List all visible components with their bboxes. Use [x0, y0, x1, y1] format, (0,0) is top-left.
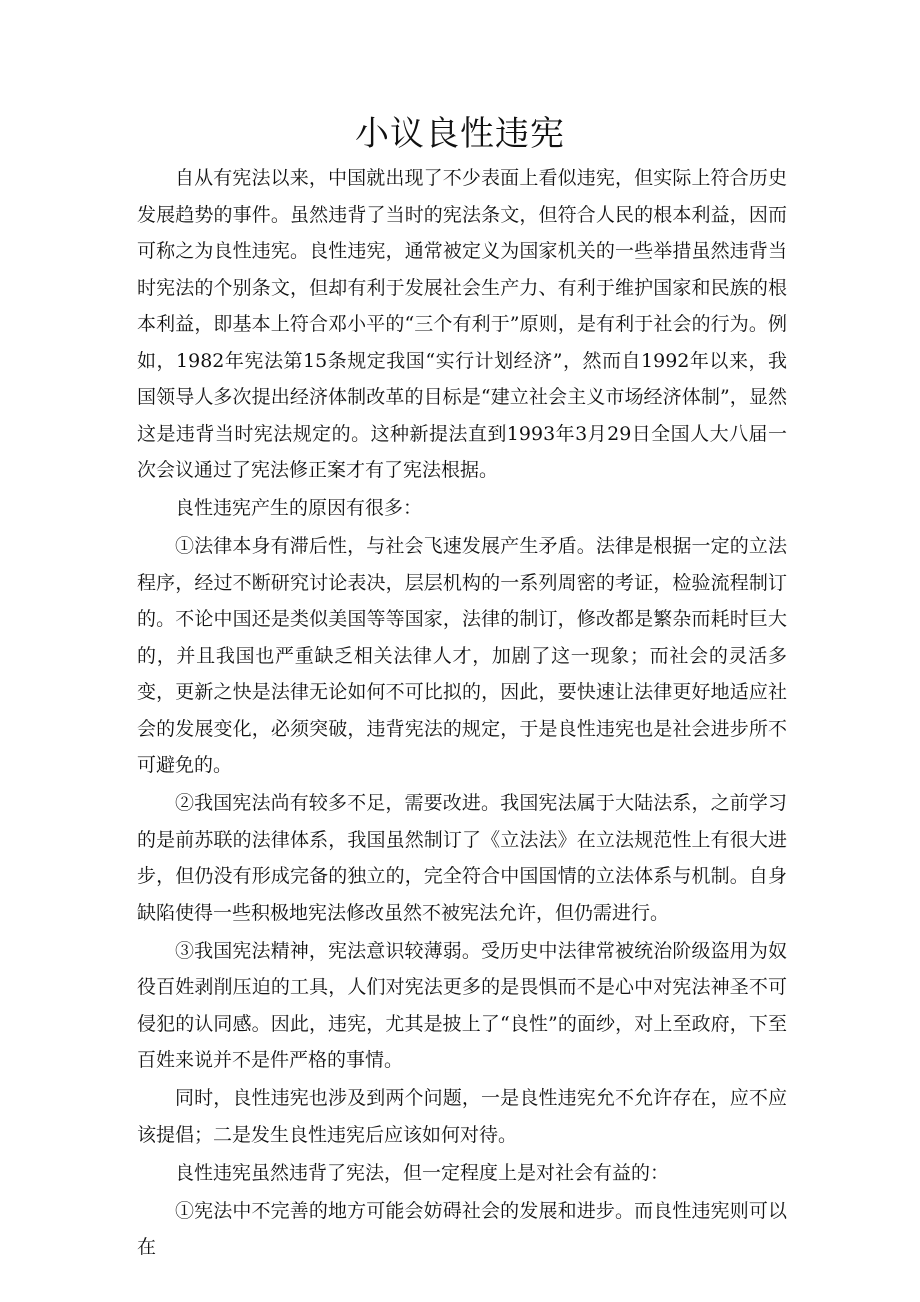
paragraph-intro: 自从有宪法以来，中国就出现了不少表面上看似违宪，但实际上符合历史发展趋势的事件。虽然违背了当时的宪法条文，但符合人民的根本利益，因而可称之为良性违宪。良性违宪，通常被定义为国家机关的一些举措虽然违背当时宪法的个别条文，但却有利于发展社会生产力、有利于维护国家和民族的根本利益，即基本上符合邓小平的“三个有利于”原则，是有利于社会的行为。例如，1982年宪法第15条规定我国“实行计划经济”，然而自1992年以来，我国领导人多次提出经济体制改革的目标是“建立社会主义市场经济体制”，显然这是违背当时宪法规定的。这种新提法直到1993年3月29日全国人大八届一次会议通过了宪法修正案才有了宪法根据。 [137, 167, 787, 481]
paragraph-cause-2: ②我国宪法尚有较多不足，需要改进。我国宪法属于大陆法系，之前学习的是前苏联的法律体系，我国虽然制订了《立法法》在立法规范性上有很大进步，但仍没有形成完备的独立的，完全符合中国国情的立法体系与机制。自身缺陷使得一些积极地宪法修改虽然不被宪法允许，但仍需进行。 [137, 792, 787, 924]
paragraph-cause-1: ①法律本身有滞后性，与社会飞速发展产生矛盾。法律是根据一定的立法程序，经过不断研究讨论表决，层层机构的一系列周密的考证，检验流程制订的。不论中国还是类似美国等等国家，法律的制订，修改都是繁杂而耗时巨大的，并且我国也严重缺乏相关法律人才，加剧了这一现象；而社会的灵活多变，更新之快是法律无论如何不可比拟的，因此，要快速让法律更好地适应社会的发展变化，必须突破，违背宪法的规定，于是良性违宪也是社会进步所不可避免的。 [137, 535, 787, 776]
document-title: 小议良性违宪 [355, 114, 565, 154]
paragraph-benefit-1: ①宪法中不完善的地方可能会妨碍社会的发展和进步。而良性违宪则可以在 [137, 1199, 787, 1258]
paragraph-causes-heading: 良性违宪产生的原因有很多： [175, 497, 423, 519]
paragraph-benefits-heading: 良性违宪虽然违背了宪法，但一定程度上是对社会有益的： [175, 1161, 670, 1184]
paragraph-cause-3: ③我国宪法精神，宪法意识较薄弱。受历史中法律常被统治阶级盗用为奴役百姓剥削压迫的工具，人们对宪法更多的是畏惧而不是心中对宪法神圣不可侵犯的认同感。因此，违宪，尤其是披上了“良性”的面纱，对上至政府，下至百姓来说并不是件严格的事情。 [137, 939, 787, 1071]
paragraph-two-questions: 同时，良性违宪也涉及到两个问题，一是良性违宪允不允许存在，应不应该提倡；二是发生良性违宪后应该如何对待。 [137, 1087, 787, 1146]
document-body [137, 160, 787, 1267]
